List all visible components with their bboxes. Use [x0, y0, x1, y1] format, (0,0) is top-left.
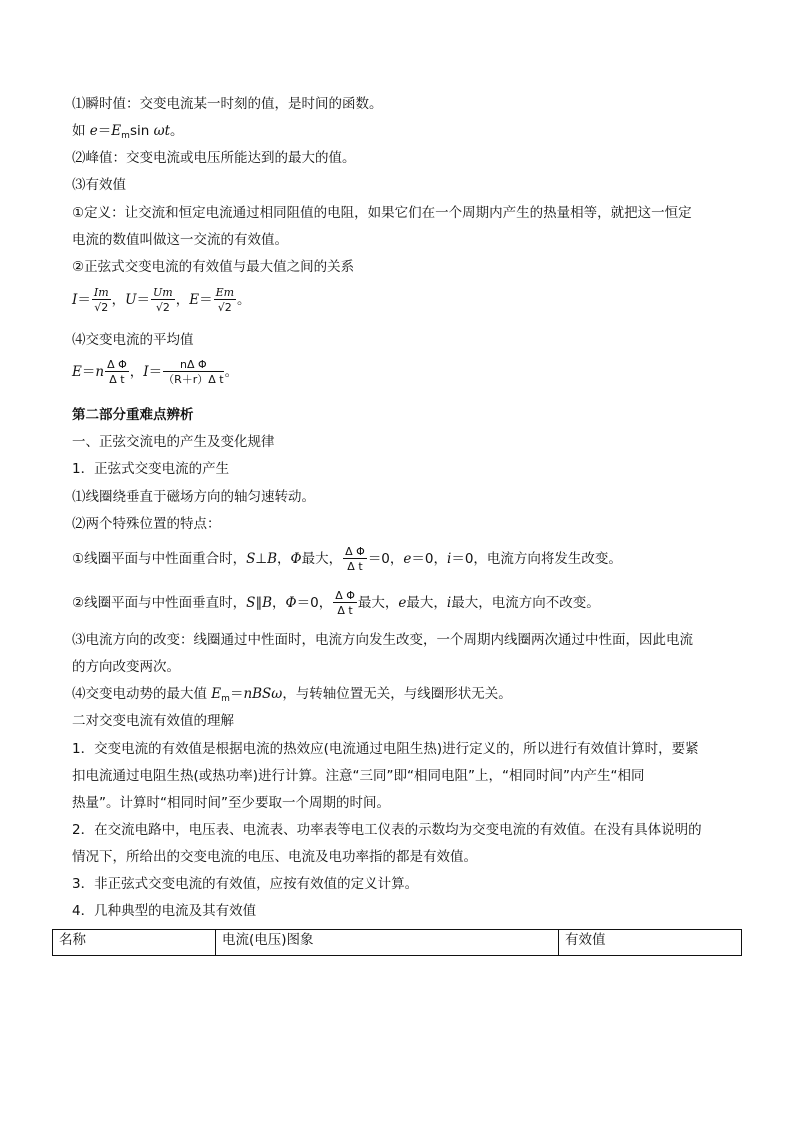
effective-def-line-1: 1．交变电流的有效值是根据电流的热效应(电流通过电阻生热)进行定义的，所以进行有效值计算时，要紧 — [72, 741, 699, 757]
position-coincide-line: ①线圈平面与中性面重合时，S⊥B，Φ最大， $\frac{\text{Δ Φ}}{\text{Δ t}}$ ＝0，e＝0，i＝0，电流方向将发生改变。 — [72, 545, 622, 573]
table-header-graph: 电流(电压)图象 — [216, 930, 559, 956]
fraction: $\frac{\text{nΔ Φ}}{\text{（R＋r）Δ t}}$ — [163, 358, 224, 386]
instant-value-line: ⑴瞬时值：交变电流某一时刻的值，是时间的函数。 — [72, 96, 383, 112]
definition-line-2: 电流的数值叫做这一交流的有效值。 — [72, 232, 288, 248]
non-sinusoidal-line: 3．非正弦式交变电流的有效值，应按有效值的定义计算。 — [72, 876, 419, 892]
fraction: $\frac{\text{Δ Φ}}{\text{Δ t}}$ — [335, 589, 355, 617]
table-header-effective: 有效值 — [559, 930, 742, 956]
instant-value-example: 如 $e=E_m\sin$ ωt。 — [72, 123, 184, 141]
direction-change-line-1: ⑶电流方向的改变：线圈通过中性面时，电流方向发生改变，一个周期内线圈两次通过中性面，因此电流 — [72, 632, 693, 648]
position-perpendicular-line: ②线圈平面与中性面垂直时，S∥B，Φ＝0， $\frac{\text{Δ Φ}}{\text{Δ t}}$ 最大，e最大，i最大，电流方向不改变。 — [72, 589, 600, 617]
effective-def-line-3: 热量”。计算时“相同时间”至少要取一个周期的时间。 — [72, 795, 390, 811]
average-value-heading: ⑷交变电流的平均值 — [72, 332, 194, 348]
subsection-two-heading: 二对交变电流有效值的理解 — [72, 713, 234, 729]
peak-value-line: ⑵峰值：交变电流或电压所能达到的最大的值。 — [72, 150, 356, 166]
rotation-line: ⑴线圈绕垂直于磁场方向的轴匀速转动。 — [72, 489, 315, 505]
direction-change-line-2: 的方向改变两次。 — [72, 659, 180, 675]
table-header-name: 名称 — [53, 930, 216, 956]
effective-value-heading: ⑶有效值 — [72, 177, 126, 193]
generation-heading: 1．正弦式交变电流的产生 — [72, 461, 230, 477]
special-positions-heading: ⑵两个特殊位置的特点： — [72, 516, 221, 532]
meter-line-1: 2．在交流电路中，电压表、电流表、功率表等电工仪表的示数均为交变电流的有效值。在没有具体说明的 — [72, 822, 702, 838]
max-emf-line: ⑷交变电动势的最大值 $E_m=nBS\omega$，与转轴位置无关，与线圈形状无关。 — [72, 686, 512, 704]
fraction: $\frac{Im}{√2}$ — [93, 286, 109, 314]
typical-currents-table — [52, 929, 742, 956]
table-header-row — [53, 930, 742, 956]
fraction: $\frac{\text{Δ Φ}}{\text{Δ t}}$ — [345, 545, 365, 573]
rms-formula: I＝ $\frac{Im}{√2}$ ，U＝ $\frac{Um}{√2}$ ，E＝ $\frac{Em}{√2}$ 。 — [72, 286, 251, 314]
relation-heading: ②正弦式交变电流的有效值与最大值之间的关系 — [72, 259, 355, 275]
section-heading: 第二部分重难点辨析 — [72, 407, 194, 423]
effective-def-line-2: 扣电流通过电阻生热(或热功率)进行计算。注意“三同”即“相同电阻”上，“相同时间”内产生“相同 — [72, 768, 645, 784]
typical-currents-heading: 4．几种典型的电流及其有效值 — [72, 903, 257, 919]
meter-line-2: 情况下，所给出的交变电流的电压、电流及电功率指的都是有效值。 — [72, 849, 477, 865]
definition-line-1: ①定义：让交流和恒定电流通过相同阻值的电阻，如果它们在一个周期内产生的热量相等，就把这一恒定 — [72, 205, 692, 221]
subsection-one-heading: 一、正弦交流电的产生及变化规律 — [72, 434, 275, 450]
fraction: $\frac{Em}{√2}$ — [215, 286, 235, 314]
fraction: $\frac{\text{Δ Φ}}{\text{Δ t}}$ — [107, 358, 127, 386]
average-formula: E＝n $\frac{\text{Δ Φ}}{\text{Δ t}}$ ，I＝ $\frac{\text{nΔ Φ}}{\text{（R＋r）Δ t}}$ 。 — [72, 358, 239, 386]
fraction: $\frac{Um}{√2}$ — [153, 286, 173, 314]
